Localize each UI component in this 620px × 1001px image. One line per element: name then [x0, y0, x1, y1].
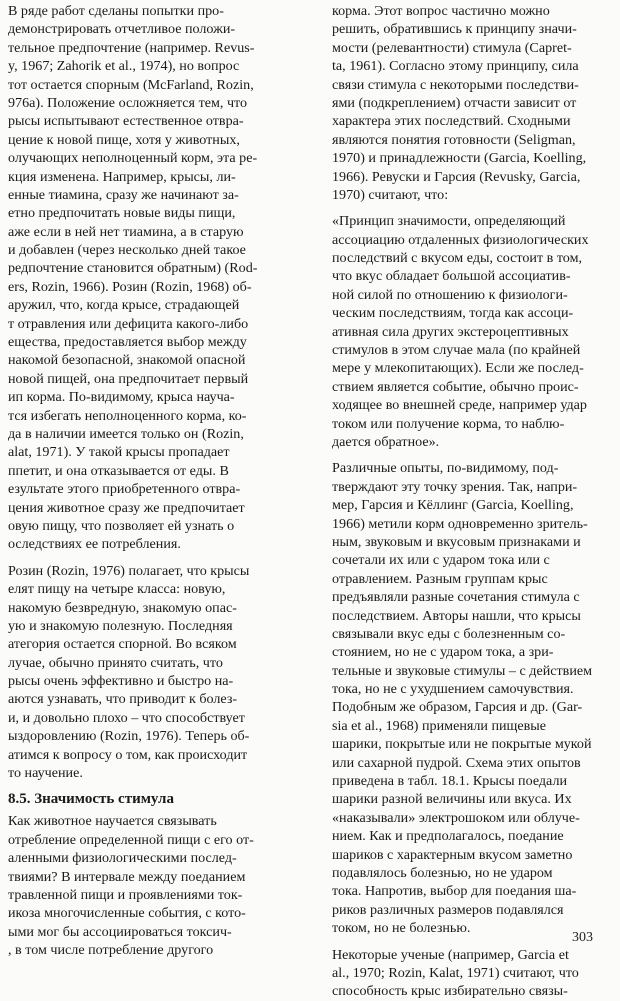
text-line: Как животное научается связывать: [8, 813, 217, 830]
text-line: тот остается спорным (McFarland, Rozin,: [8, 76, 254, 93]
text-line: приведена в табл. 18.1. Крысы поедали: [332, 773, 568, 790]
text-line: стоянием, но не с ударом тока, а зри-: [332, 644, 554, 661]
text-line: демонстрировать отчетливое положи-: [8, 21, 236, 38]
text-line: подавлялось болезнью, но не ударом: [332, 864, 553, 881]
text-line: последствий с вкусом еды, состоит в том,: [332, 250, 583, 267]
text-line: сочетали их или с ударом тока или с: [332, 552, 550, 569]
text-line: рысы испытывают естественное отвра-: [8, 113, 244, 130]
text-line: цение к новой пище, хотя у животных,: [8, 131, 240, 148]
text-line: ной силой по отношению к физиологи-: [332, 286, 568, 303]
text-line: олучающих неполноценный корм, эта ре-: [8, 150, 258, 167]
text-line: ями (подкреплением) отчасти зависит от: [332, 94, 577, 111]
text-line: риков различных размеров подавлялся: [332, 901, 564, 918]
text-line: мер, Гарсия и Кёллинг (Garcia, Koelling,: [332, 497, 574, 514]
text-line: характера этих последствий. Сходными: [332, 113, 571, 130]
text-line: Подобным же образом, Гарсия и др. (Gar-: [332, 699, 583, 716]
text-line: аружил, что, когда крысе, страдающей: [8, 297, 240, 314]
text-line: Некоторые ученые (например, Garcia et: [332, 946, 569, 963]
text-line: рысы очень эффективно и быстро на-: [8, 673, 234, 690]
text-line: тверждают эту точку зрения. Так, напри-: [332, 478, 578, 495]
text-line: ппетит, и она отказывается от еды. В: [8, 462, 229, 479]
text-line: sia et al., 1968) применяли пищевые: [332, 717, 547, 734]
text-line: 1970) считают, что:: [332, 186, 449, 203]
text-line: и добавлен (через несколько дней такое: [8, 242, 246, 259]
text-line: накомой безопасной, знакомой опасной: [8, 352, 246, 369]
text-line: ческим последствиям, тогда как ассоци-: [332, 305, 574, 322]
text-line: мости (релевантности) стимула (Capret-: [332, 39, 572, 56]
text-line: ещества, предоставляется выбор между: [8, 334, 247, 351]
section-heading: 8.5. Значимость стимула: [8, 791, 174, 808]
text-line: оследствиях ее потребления.: [8, 536, 181, 553]
paragraph-experiments: [332, 459, 612, 937]
text-line: последствием. Авторы нашли, что крысы: [332, 607, 581, 624]
text-line: ип корма. По-видимому, крыса науча-: [8, 389, 235, 406]
paragraph-stimulus-relevance: [332, 2, 612, 204]
text-line: тся избегать неполноценного корма, ко-: [8, 407, 247, 424]
text-line: редпочтение становится обратным) (Rod-: [8, 260, 258, 277]
text-line: аются узнавать, что приводит к болез-: [8, 691, 238, 708]
text-line: ходящее во внешней среде, например удар: [332, 397, 587, 414]
text-line: т отравления или дефицита какого-либо: [8, 315, 249, 332]
text-line: или сахарной пудрой. Схема этих опытов: [332, 754, 581, 771]
text-line: y, 1967; Zahorik et al., 1974), но вопрос: [8, 58, 240, 75]
text-line: тельные и звуковые стимулы – с действием: [332, 662, 593, 679]
text-line: Розин (Rozin, 1976) полагает, что крысы: [8, 562, 250, 579]
text-line: ствием является событие, обычно проис-: [332, 378, 579, 395]
text-line: , в том числе потребление другого: [8, 942, 214, 959]
text-line: тельное предпочтение (например. Revus-: [8, 39, 255, 56]
text-line: атимся к вопросу о том, как происходит: [8, 746, 248, 763]
paragraph-food-classes: [8, 562, 298, 783]
text-line: 1970) и принадлежности (Garcia, Koelling,: [332, 150, 587, 167]
left-column: [8, 2, 298, 960]
text-line: ативная сила других экстероцептивных: [332, 323, 569, 340]
text-line: и, и довольно плохо – что способствует: [8, 709, 245, 726]
text-line: Различные опыты, по-видимому, под-: [332, 460, 559, 477]
text-line: елят пищу на четыре класса: новую,: [8, 581, 226, 598]
text-line: являются понятия готовности (Seligman,: [332, 131, 576, 148]
text-line: нием. Как и предполагалось, поедание: [332, 828, 564, 845]
text-line: кция изменена. Например, крысы, ли-: [8, 168, 236, 185]
text-line: al., 1970; Rozin, Kalat, 1971) считают, что: [332, 964, 579, 981]
quote-revusky-garcia: [332, 212, 612, 451]
text-line: етно предпочитать новые виды пищи,: [8, 205, 236, 222]
text-line: отребление определенной пищи с его от-: [8, 831, 254, 848]
text-line: енные тиамина, сразу же начинают за-: [8, 186, 239, 203]
text-line: корма. Этот вопрос частично можно: [332, 3, 550, 19]
text-line: цения животное сразу же предпочитает: [8, 499, 245, 516]
text-line: ным, звуковым и вкусовым признаками и: [332, 533, 581, 550]
text-line: 976a). Положение осложняется тем, что: [8, 94, 248, 111]
text-line: овую пищу, что позволяет ей узнать о: [8, 517, 235, 534]
page-number: 303: [572, 930, 593, 945]
right-column: [332, 2, 612, 1001]
text-line: лучае, обычно принято считать, что: [8, 654, 223, 671]
text-line: да в наличии имеется только он (Rozin,: [8, 425, 244, 442]
text-line: что вкус обладает большой ассоциатив-: [332, 268, 571, 285]
text-line: связывали вкус еды с болезненным со-: [332, 625, 566, 642]
text-line: шарики, покрытые или не покрытые мукой: [332, 736, 592, 753]
text-line: способность крыс избирательно связы-: [332, 983, 568, 1000]
text-line: током или получение корма, то наблю-: [332, 415, 565, 432]
text-line: травленной пищи и проявлениями ток-: [8, 886, 243, 903]
text-line: ую и знакомую полезную. Последняя: [8, 617, 233, 634]
text-line: 1966). Ревуски и Гарсия (Revusky, Garcia,: [332, 168, 581, 185]
paragraph-selective-association: [332, 946, 612, 1001]
text-line: аже если в ней нет тиамина, а в старую: [8, 223, 244, 240]
text-line: током, но не болезнью.: [332, 920, 471, 937]
text-line: ыми мог бы ассоциироваться токсич-: [8, 923, 232, 940]
text-line: накомую безвредную, знакомую опас-: [8, 599, 237, 616]
text-line: шариков с характерным вкусом заметно: [332, 846, 573, 863]
text-line: отравлением. Разным группам крыс: [332, 570, 548, 587]
text-line: решить, обратившись к принципу значи-: [332, 21, 577, 38]
text-line: тока, но не с ухудшением самочувствия.: [332, 681, 574, 698]
text-line: предъявляли разные сочетания стимула с: [332, 589, 580, 606]
text-line: связи стимула с некоторыми последстви-: [332, 76, 579, 93]
text-line: «Принцип значимости, определяющий: [332, 213, 566, 230]
text-line: аленными физиологическими послед-: [8, 850, 237, 867]
paragraph-learning-question: [8, 812, 298, 959]
text-line: alat, 1971). У такой крысы пропадает: [8, 444, 230, 461]
text-line: стимулов в этом случае мала (по крайней: [332, 342, 581, 359]
paragraph-food-preference: [8, 2, 298, 554]
text-line: мере у млекопитающих). Если же послед-: [332, 360, 584, 377]
text-line: атегория остается спорной. Во всяком: [8, 636, 237, 653]
text-line: то научение.: [8, 765, 83, 782]
text-line: 1966) метили корм одновременно зритель-: [332, 515, 588, 532]
text-line: ers, Rozin, 1966). Розин (Rozin, 1968) об-: [8, 278, 252, 295]
text-line: ассоциацию отдаленных физиологических: [332, 231, 589, 248]
text-line: «наказывали» электрошоком или облуче-: [332, 809, 580, 826]
text-line: ta, 1961). Согласно этому принципу, сила: [332, 58, 579, 75]
text-line: новой пищей, она предпочитает первый: [8, 370, 249, 387]
text-line: твиями? В интервале между поеданием: [8, 868, 246, 885]
text-line: икоза многочисленные события, с кото-: [8, 905, 246, 922]
text-line: тока. Напротив, выбор для поедания ша-: [332, 883, 577, 900]
text-line: В ряде работ сделаны попытки про-: [8, 3, 224, 19]
text-line: шарики разной величины или вкуса. Их: [332, 791, 572, 808]
text-line: езультате этого приобретенного отвра-: [8, 481, 241, 498]
text-line: ыздоровлению (Rozin, 1976). Теперь об-: [8, 728, 250, 745]
text-line: дается обратное».: [332, 433, 440, 450]
